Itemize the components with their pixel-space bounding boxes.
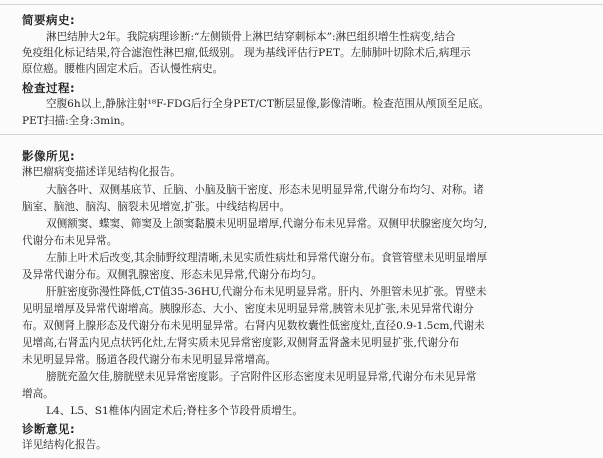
findings-line: 增高。 xyxy=(22,388,54,400)
findings-line: 见明显增厚及异常代谢增高。胰腺形态、大小、密度未见明显异常,胰管未见扩张,未见异常代谢分 xyxy=(22,303,474,315)
findings-line: 及异常代谢分布。双侧乳腺密度、形态未见异常,代谢分布均匀。 xyxy=(22,269,322,281)
findings-line: 淋巴瘤病变描述详见结构化报告。 xyxy=(22,166,181,178)
findings-line: L4、L5、S1椎体内固定术后;脊柱多个节段骨质增生。 xyxy=(46,405,303,417)
procedure-heading: 检查过程: xyxy=(22,81,76,95)
section-divider xyxy=(0,134,603,135)
findings-line: 膀胱充盈欠佳,膀胱壁未见异常密度影。子宫附件区形态密度未见明显异常,代谢分布未见异常 xyxy=(46,371,477,383)
history-line: 免疫组化标记结果,符合滤泡性淋巴瘤,低级别。 现为基线评估行PET。左肺肺叶切除术后,病理示 xyxy=(22,47,471,59)
findings-line: 脑室、脑池、脑沟、脑裂未见增宽,扩张。中线结构居中。 xyxy=(22,201,291,213)
findings-line: 双侧额窦、蝶窦、筛窦及上颌窦黏膜未见明显增厚,代谢分布未见异常。双侧甲状腺密度欠均匀, xyxy=(46,218,488,230)
history-heading: 简要病史: xyxy=(22,13,76,27)
opinion-heading: 诊断意见: xyxy=(22,422,76,436)
top-divider xyxy=(0,4,603,5)
findings-line: 左肺上叶术后改变,其余肺野纹理清晰,未见实质性病灶和异常代谢分布。食管管壁未见明显增厚 xyxy=(46,252,488,264)
opinion-line: 详见结构化报告。 xyxy=(22,439,107,451)
history-line: 淋巴结肿大2年。我院病理诊断:“左侧锁骨上淋巴结穿刺标本”:淋巴组织增生性病变,结合 xyxy=(46,31,456,43)
findings-line: 未见明显异常。肠道各段代谢分布未见明显异常增高。 xyxy=(22,354,277,366)
findings-line: 布。双侧肾上腺形态及代谢分布未见明显异常。右肾内见数枚囊性低密度灶,直径0.9-1.5cm,代谢未 xyxy=(22,320,485,332)
findings-heading: 影像所见: xyxy=(22,149,76,163)
procedure-line: 空腹6h以上,静脉注射¹⁸F-FDG后行全身PET/CT断层显像,影像清晰。检查范围从颅顶至足底。 xyxy=(46,98,490,110)
procedure-line: PET扫描:全身:3min。 xyxy=(22,115,132,127)
findings-line: 见增高,右肾盂内见点状钙化灶,左肾实质未见异常密度影,双侧肾盂肾盏未见明显扩张,代谢分布 xyxy=(22,337,460,349)
findings-line: 大脑各叶、双侧基底节、丘脑、小脑及脑干密度、形态未见明显异常,代谢分布均匀、对称。诸 xyxy=(46,184,484,196)
history-line: 原位癌。腰椎内固定术后。否认慢性病史。 xyxy=(22,63,224,75)
findings-line: 肝脏密度弥漫性降低,CT值35-36HU,代谢分布未见明显异常。肝内、外胆管未见扩张。胃壁未 xyxy=(46,286,487,298)
findings-line: 代谢分布未见异常。 xyxy=(22,235,118,247)
